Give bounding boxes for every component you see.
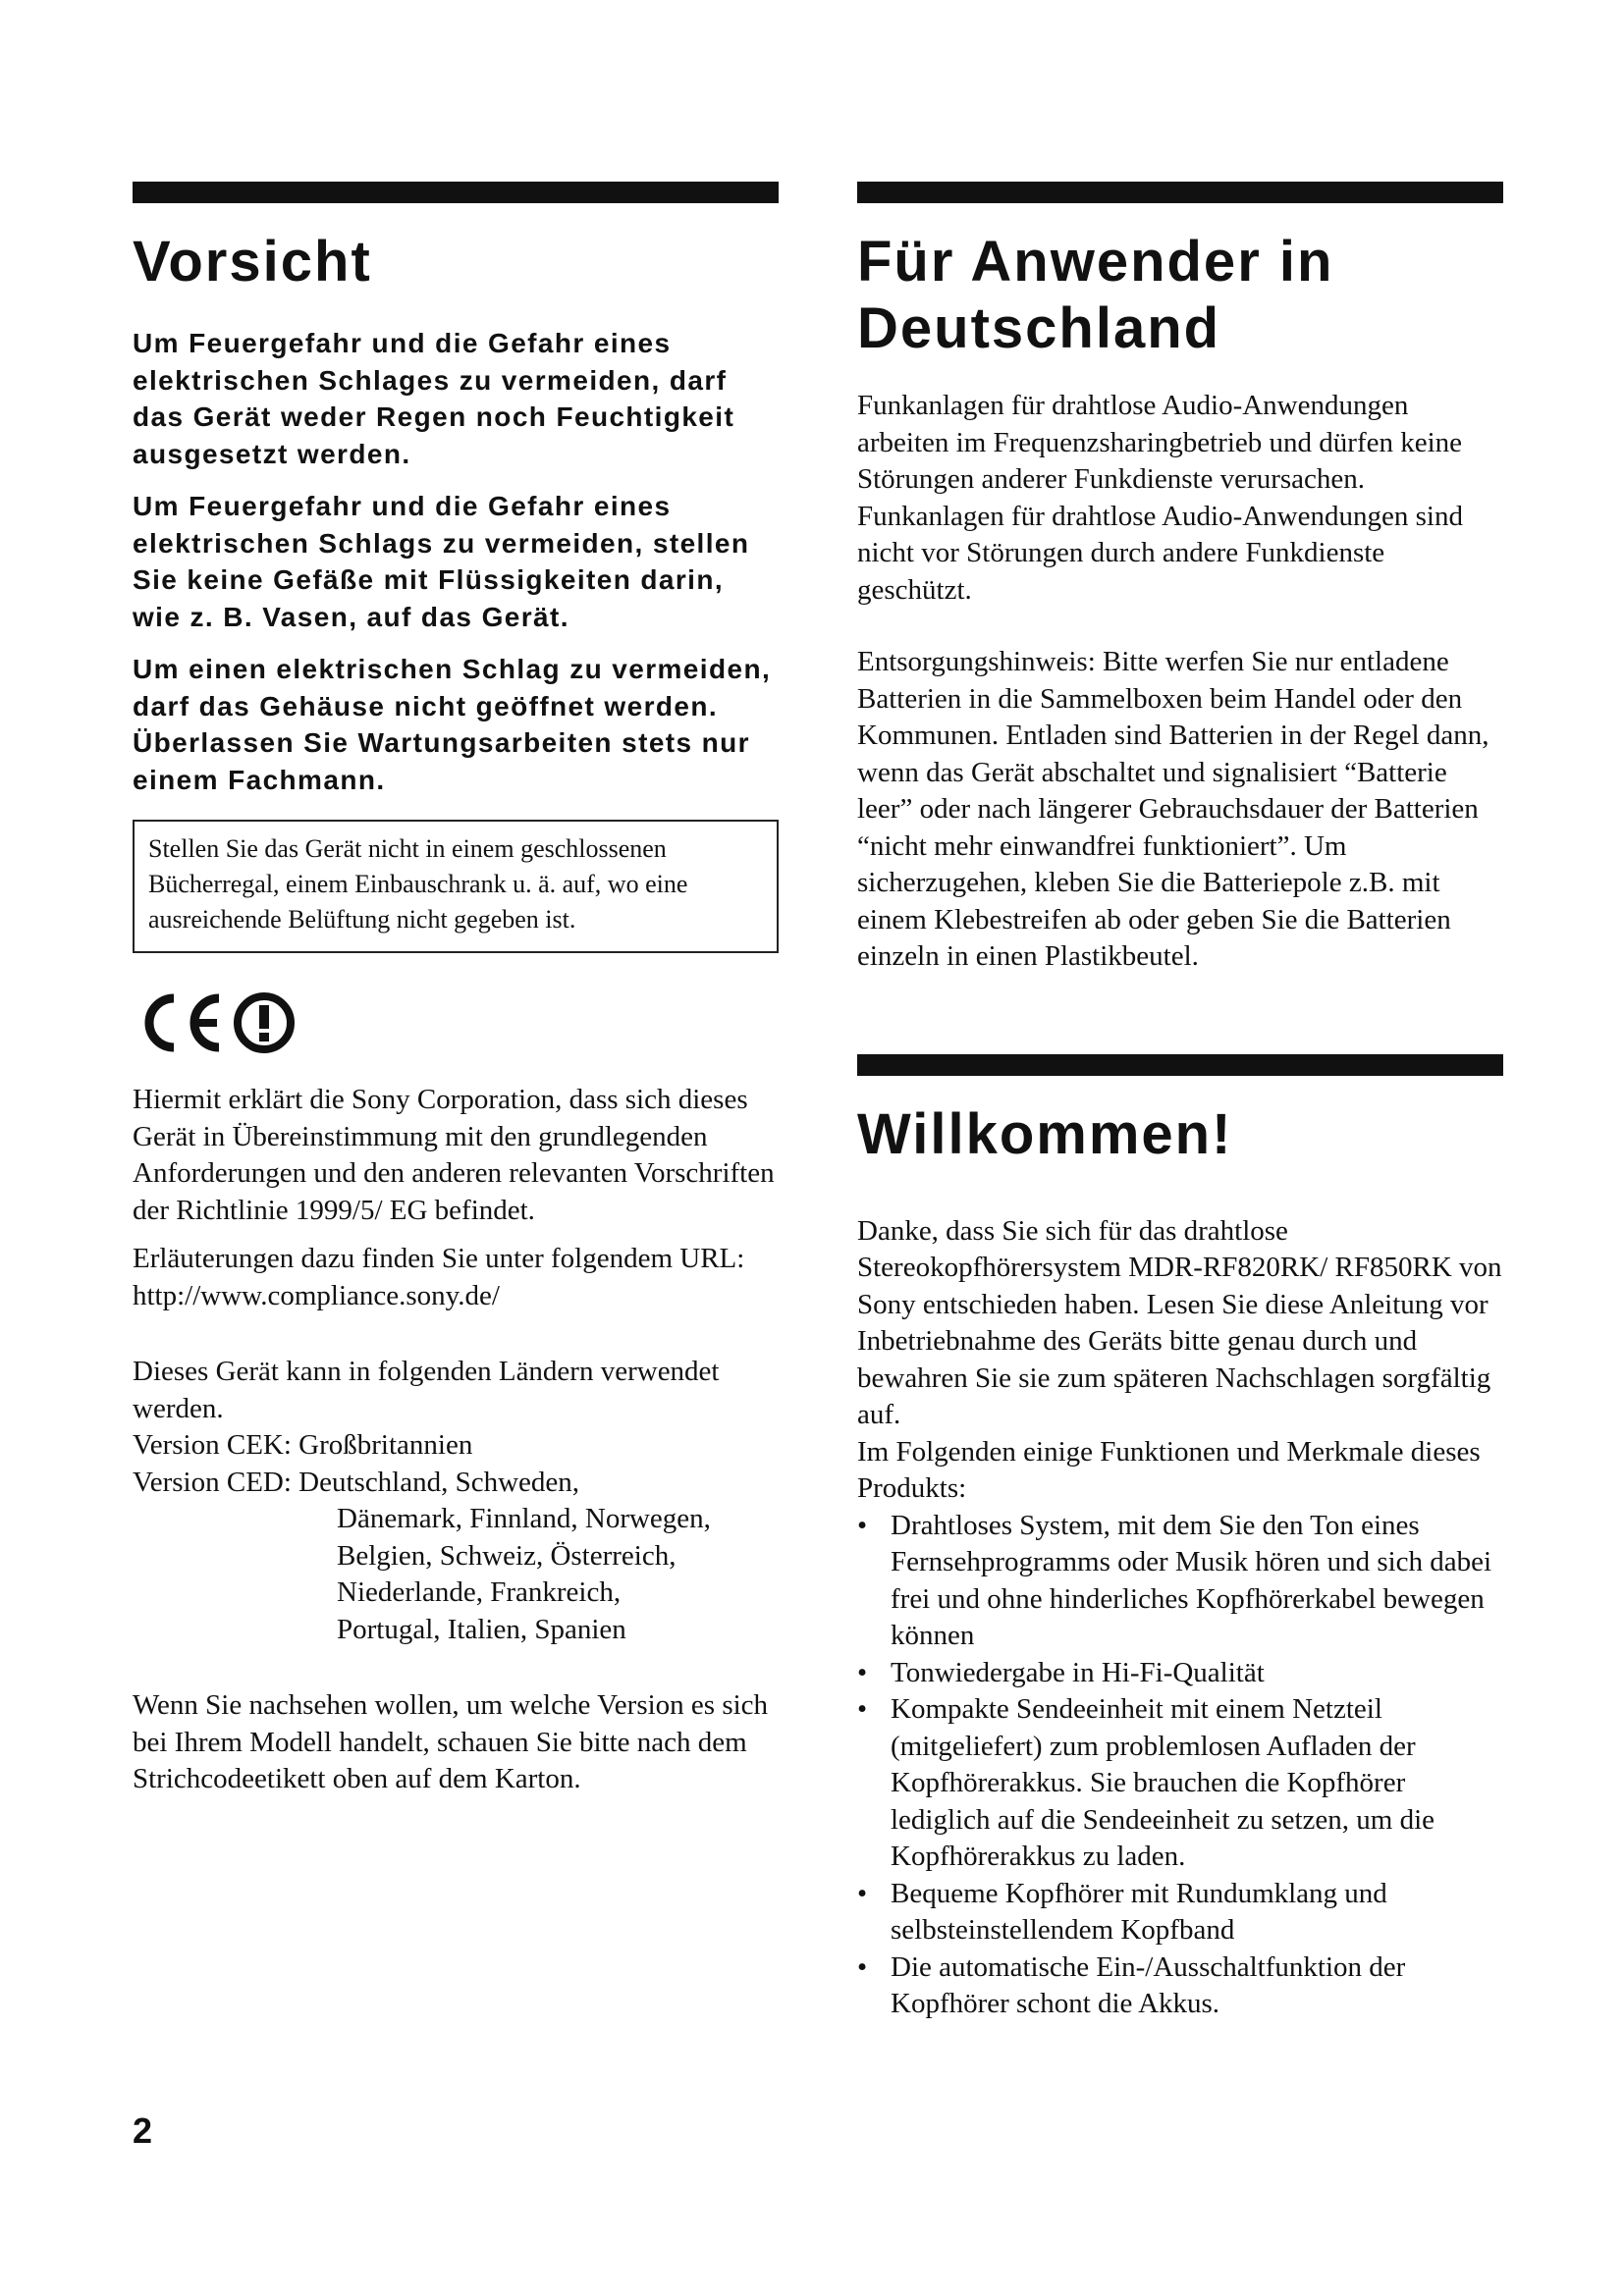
- version-cek: Version CEK: Großbritannien: [133, 1429, 473, 1461]
- declaration-text: Hiermit erklärt die Sony Corporation, dass sich dieses Gerät in Übereinstimmung mit den grundlegenden Anforderungen und den anderen relevanten Vorschriften der Richtlinie 1999/5/ EG befindet.: [133, 1084, 775, 1226]
- section-title-deutschland: [857, 229, 1503, 362]
- ventilation-note-box: [133, 820, 779, 953]
- section-title-line: Deutschland: [857, 296, 1221, 360]
- version-check-text: Wenn Sie nachsehen wollen, um welche Version es sich bei Ihrem Modell handelt, schauen Sie bitte nach dem Strichcodeetikett oben auf dem Karton.: [133, 1689, 769, 1794]
- version-ced-label: Version CED: Deutschland, Schweden,: [133, 1466, 580, 1498]
- section-title-line: Für Anwender in: [857, 230, 1334, 294]
- version-ced-countries: Niederlande, Frankreich,: [337, 1576, 622, 1608]
- ventilation-note: Stellen Sie das Gerät nicht in einem geschlossenen Bücherregal, einem Einbauschrank u. ä. auf, wo eine ausreichende Belüftung nicht gegeben ist.: [148, 834, 688, 934]
- compliance-url-text: Erläuterungen dazu finden Sie unter folgendem URL: http://www.compliance.sony.de/: [133, 1243, 745, 1311]
- version-ced-countries: Portugal, Italien, Spanien: [337, 1613, 626, 1645]
- warning-text: Um Feuergefahr und die Gefahr eines elektrischen Schlages zu vermeiden, darf das Gerät weder Regen noch Feuchtigkeit ausgesetzt werden.: [133, 328, 735, 469]
- list-item: • Die automatische Ein-/Ausschaltfunktion der Kopfhörer schont die Akkus.: [857, 1949, 1503, 2023]
- page-number: 2: [133, 2110, 153, 2151]
- list-item: • Kompakte Sendeeinheit mit einem Netzteil (mitgeliefert) zum problemlosen Aufladen der Kopfhörerakkus. Sie brauchen die Kopfhörer lediglich auf die Sendeeinheit zu setzen, um die Kopfhörerakkus zu laden.: [857, 1691, 1503, 1876]
- warning-text: Um einen elektrischen Schlag zu vermeiden, darf das Gehäuse nicht geöffnet werden. Überlassen Sie Wartungsarbeiten stets nur einem Fachmann.: [133, 654, 772, 795]
- list-item: • Drahtloses System, mit dem Sie den Ton eines Fernsehprogramms oder Musik hören und sich dabei frei und ohne hinderliches Kopfhörerkabel bewegen können: [857, 1508, 1503, 1655]
- right-column: [857, 182, 1503, 2023]
- funk-text: Funkanlagen für drahtlose Audio-Anwendungen arbeiten im Frequenzsharingbetrieb und dürfen keine Störungen anderer Funkdienste verursachen. Funkanlagen für drahtlose Audio-Anwendungen sind nicht vor Störungen durch andere Funkdienste geschützt.: [857, 390, 1463, 606]
- list-item: • Tonwiedergabe in Hi-Fi-Qualität: [857, 1655, 1503, 1692]
- features-intro: Im Folgenden einige Funktionen und Merkmale dieses Produkts:: [857, 1435, 1481, 1504]
- left-column: [133, 182, 779, 1798]
- ce-alert-icon: [133, 988, 299, 1057]
- disposal-text: Entsorgungshinweis: Bitte werfen Sie nur entladene Batterien in die Sammelboxen beim Handel oder den Kommunen. Entladen sind Batterien in der Regel dann, wenn das Gerät abschaltet und signalisiert “Batterie leer” oder nach längerer Gebrauchsdauer der Batterien “nicht mehr einwandfrei funktioniert”. Um sicherzugehen, kleben Sie die Batteriepole z.B. mit einem Klebestreifen ab oder geben Sie die Batterien einzeln in einen Plastikbeutel.: [857, 646, 1489, 972]
- version-ced-countries: Dänemark, Finnland, Norwegen,: [337, 1503, 711, 1534]
- ce-mark-logo: [133, 988, 779, 1062]
- section-rule: [857, 182, 1503, 203]
- welcome-text: Danke, dass Sie sich für das drahtlose Stereokopfhörersystem MDR-RF820RK/ RF850RK von Sony entschieden haben. Lesen Sie diese Anleitung vor Inbetriebnahme des Geräts bitte genau durch und bewahren Sie sie zum späteren Nachschlagen sorgfältig auf.: [857, 1214, 1502, 1430]
- list-item: • Bequeme Kopfhörer mit Rundumklang und selbsteinstellendem Kopfband: [857, 1876, 1503, 1949]
- version-ced-countries: Belgien, Schweiz, Österreich,: [337, 1539, 677, 1572]
- section-rule: [857, 1054, 1503, 1076]
- countries-intro: Dieses Gerät kann in folgenden Ländern verwendet werden.: [133, 1356, 720, 1424]
- features-list: [857, 1508, 1503, 2023]
- section-rule: [133, 182, 779, 203]
- warning-text: Um Feuergefahr und die Gefahr eines elektrischen Schlags zu vermeiden, stellen Sie keine Gefäße mit Flüssigkeiten darin, wie z. B. Vasen, auf das Gerät.: [133, 491, 750, 632]
- section-title-vorsicht: Vorsicht: [133, 230, 372, 294]
- section-title-willkommen: Willkommen!: [857, 1101, 1233, 1166]
